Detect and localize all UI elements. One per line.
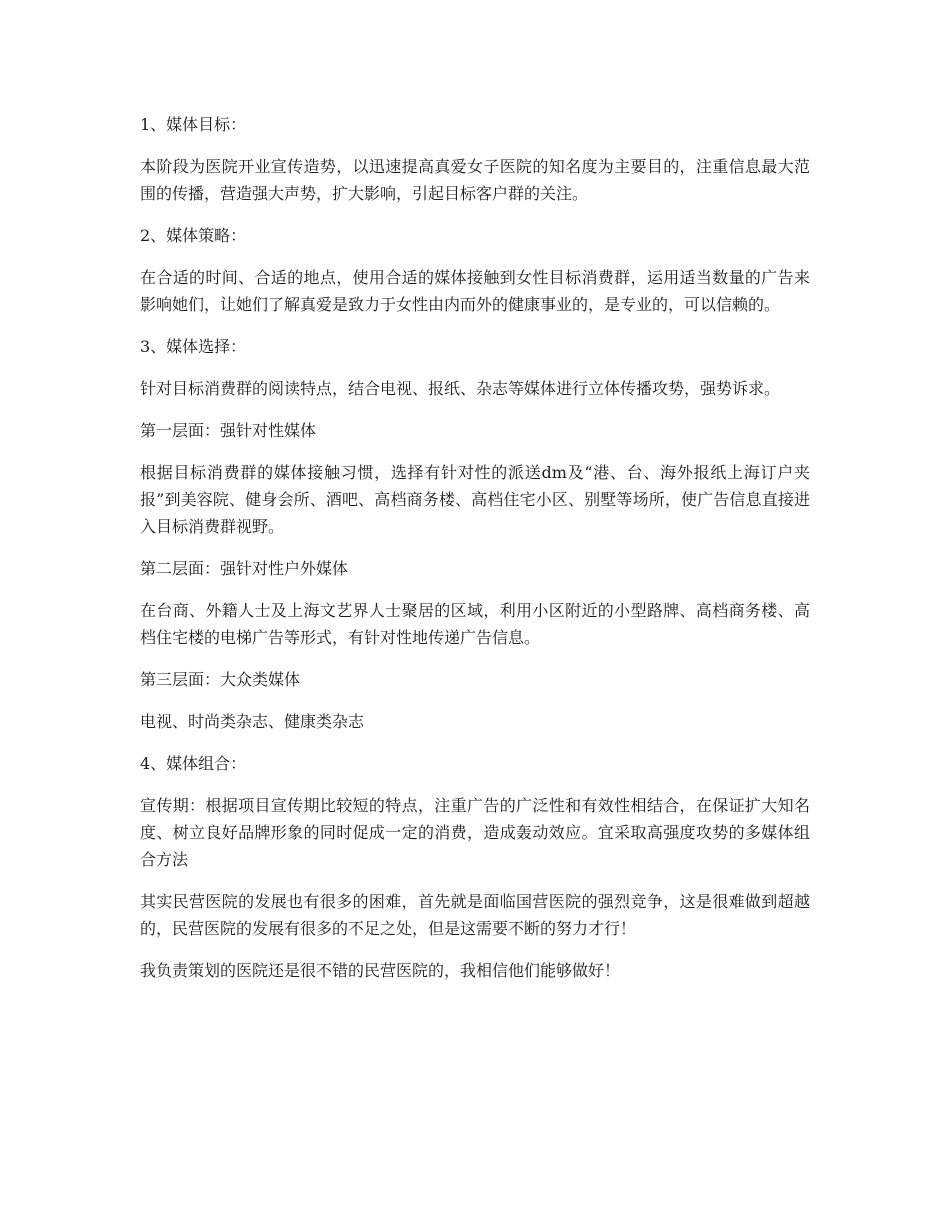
paragraph-media-goal: 本阶段为医院开业宣传造势，以迅速提高真爱女子医院的知名度为主要目的，注重信息最大范围的传播，营造强大声势，扩大影响，引起目标客户群的关注。 [140, 157, 810, 203]
subheading-level-one: 第一层面：强针对性媒体 [140, 421, 317, 440]
subheading-level-three: 第三层面：大众类媒体 [140, 670, 301, 689]
paragraph-level-three: 电视、时尚类杂志、健康类杂志 [140, 712, 365, 731]
paragraph-closing: 我负责策划的医院还是很不错的民营医院的，我相信他们能够做好！ [140, 961, 621, 980]
paragraph-level-one: 根据目标消费群的媒体接触习惯，选择有针对性的派送dm及“港、台、海外报纸上海订户夹报”到美容院、健身会所、酒吧、高档商务楼、高档住宅小区、别墅等场所，使广告信息直接进入目标消费群视野。 [140, 463, 810, 536]
paragraph-media-selection: 针对目标消费群的阅读特点，结合电视、报纸、杂志等媒体进行立体传播攻势，强势诉求。 [140, 379, 781, 398]
paragraph-level-two: 在台商、外籍人士及上海文艺界人士聚居的区域，利用小区附近的小型路牌、高档商务楼、高档住宅楼的电梯广告等形式，有针对性地传递广告信息。 [140, 601, 810, 647]
heading-media-combination: 4、媒体组合： [140, 754, 247, 773]
document-body [140, 111, 810, 999]
heading-media-strategy: 2、媒体策略： [140, 226, 247, 245]
paragraph-media-strategy: 在合适的时间、合适的地点，使用合适的媒体接触到女性目标消费群，运用适当数量的广告来影响她们，让她们了解真爱是致力于女性由内而外的健康事业的，是专业的，可以信赖的。 [140, 268, 810, 314]
paragraph-private-hospital: 其实民营医院的发展也有很多的困难，首先就是面临国营医院的强烈竞争，这是很难做到超越的，民营医院的发展有很多的不足之处，但是这需要不断的努力才行！ [140, 892, 810, 938]
heading-media-goal: 1、媒体目标： [140, 115, 247, 134]
paragraph-media-combination: 宣传期：根据项目宣传期比较短的特点，注重广告的广泛性和有效性相结合，在保证扩大知名度、树立良好品牌形象的同时促成一定的消费，造成轰动效应。宜采取高强度攻势的多媒体组合方法 [140, 796, 810, 869]
subheading-level-two: 第二层面：强针对性户外媒体 [140, 559, 349, 578]
heading-media-selection: 3、媒体选择： [140, 337, 247, 356]
